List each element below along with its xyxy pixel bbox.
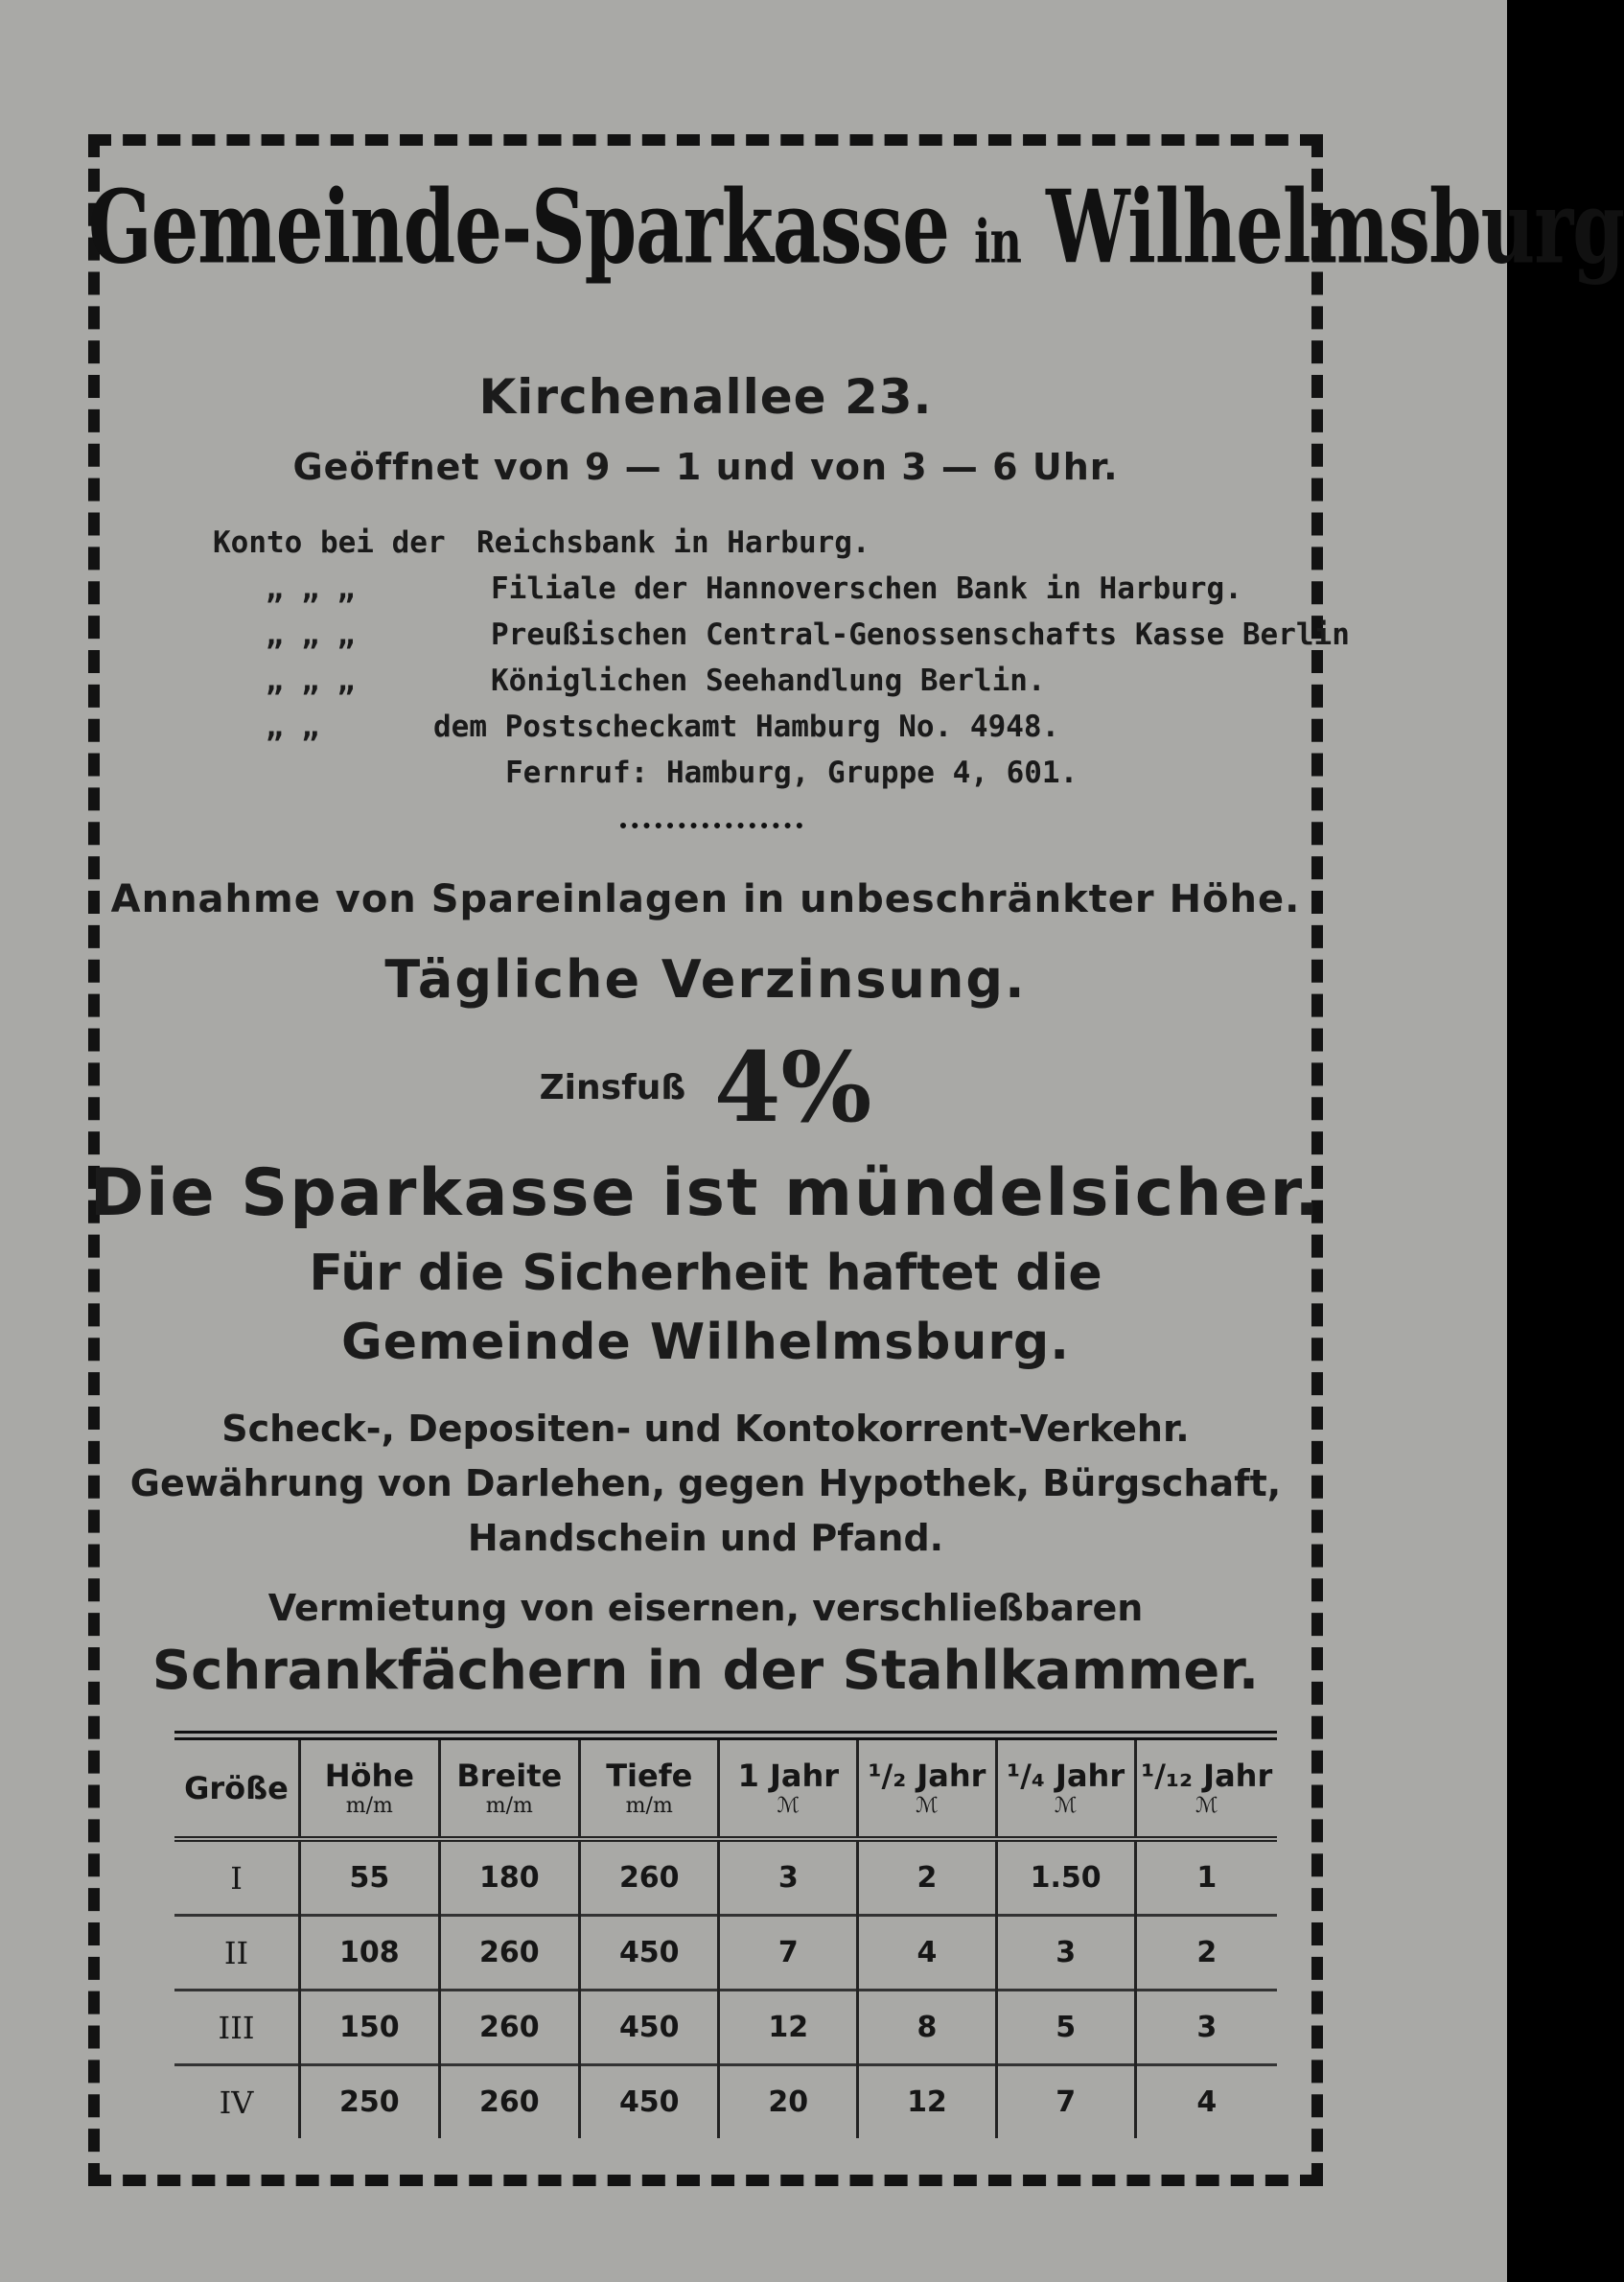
account-lead: „ „ „ [266,571,356,606]
table-cell: 3 [996,1916,1135,1991]
rental-line-1: Vermietung von eisernen, verschließbaren [267,1587,1144,1629]
table-cell: 12 [858,2065,997,2139]
account-lead: Konto bei der [213,525,446,560]
table-row [174,1916,1277,1991]
title-part-1: Gemeinde-Sparkasse [88,169,949,287]
title-part-2: in [973,206,1021,277]
page-title [88,169,1624,287]
table-cell: 4 [1135,2065,1277,2139]
table-cell: 8 [858,1991,997,2065]
table-cell: 7 [996,2065,1135,2139]
table-cell: 55 [300,1839,440,1916]
table-cell: 20 [719,2065,858,2139]
column-header: ¹/₄ Jahr ℳ [996,1735,1135,1839]
table-cell: 3 [719,1839,858,1916]
account-text: Filiale der Hannoverschen Bank in Harburg. [491,571,1242,606]
table-cell: 450 [580,2065,719,2139]
table-cell: 1.50 [996,1839,1135,1916]
column-header: Breite m/m [439,1735,579,1839]
guarantee-line-2: Gemeinde Wilhelmsburg. [341,1314,1070,1371]
column-header: Größe [184,1769,289,1806]
table-cell: 12 [719,1991,858,2065]
daily-interest: Tägliche Verzinsung. [384,949,1027,1010]
services-line-3: Handschein und Pfand. [467,1517,944,1559]
interest-rate-label: Zinsfuß [539,1067,686,1107]
rental-line-2: Schrankfächern in der Stahlkammer. [151,1640,1260,1702]
title-part-3: Wilhelmsburg [1046,169,1624,287]
interest-rate-value: 4% [713,1031,872,1144]
account-lead: „ „ „ [266,617,356,652]
advertisement [88,134,1624,2186]
guarantee-line-1: Für die Sicherheit haftet die [309,1245,1102,1302]
table-cell: 5 [996,1991,1135,2065]
column-header: 1 Jahr ℳ [719,1735,858,1839]
account-text: Preußischen Central-Genossenschafts Kasse Berlin [491,617,1350,652]
account-text: Reichsbank in Harburg. [476,525,870,560]
account-lead: „ „ „ [266,664,356,698]
table-cell: 260 [439,2065,579,2139]
opening-hours: Geöffnet von 9 — 1 und von 3 — 6 Uhr. [292,446,1119,488]
table-cell: 150 [300,1991,440,2065]
dotted-divider [620,823,802,828]
account-text: dem Postscheckamt Hamburg No. 4948. [433,710,1060,744]
trustee-safe-headline: Die Sparkasse ist mündelsicher. [89,1155,1322,1231]
table-cell: IV [174,2065,300,2139]
table-cell: II [174,1916,300,1991]
table-cell: 450 [580,1916,719,1991]
column-header: ¹/₂ Jahr ℳ [858,1735,997,1839]
phone-number: Fernruf: Hamburg, Gruppe 4, 601. [505,756,1079,790]
deposit-acceptance: Annahme von Spareinlagen in unbeschränkter Höhe. [110,877,1301,921]
column-header: Höhe m/m [300,1735,440,1839]
table-cell: 1 [1135,1839,1277,1916]
column-header: ¹/₁₂ Jahr ℳ [1135,1735,1277,1839]
address: Kirchenallee 23. [478,369,933,425]
interest-rate [88,1031,1323,1144]
services-line-1: Scheck-, Depositen- und Kontokorrent-Verkehr. [221,1408,1190,1450]
table-cell: 260 [439,1916,579,1991]
account-text: Königlichen Seehandlung Berlin. [491,664,1046,698]
table-cell: I [230,1859,243,1897]
table-cell: 180 [439,1839,579,1916]
locker-rates-table [174,1731,1277,2138]
table-row [174,1839,1277,1916]
table-header-row [174,1735,1277,1839]
table-row [174,2065,1277,2139]
table-cell: 7 [719,1916,858,1991]
column-header: Tiefe m/m [580,1735,719,1839]
services-line-2: Gewährung von Darlehen, gegen Hypothek, Bürgschaft, [129,1462,1282,1504]
table-cell: 108 [300,1916,440,1991]
table-cell: III [174,1991,300,2065]
table-cell: 4 [858,1916,997,1991]
table-cell: 250 [300,2065,440,2139]
table-cell: 450 [580,1991,719,2065]
table-cell: 3 [1135,1991,1277,2065]
table-row [174,1991,1277,2065]
table-cell: 260 [439,1991,579,2065]
account-lead: „ „ [266,710,319,744]
table-cell: 2 [1135,1916,1277,1991]
table-cell: 2 [858,1839,997,1916]
table-cell: 260 [580,1839,719,1916]
